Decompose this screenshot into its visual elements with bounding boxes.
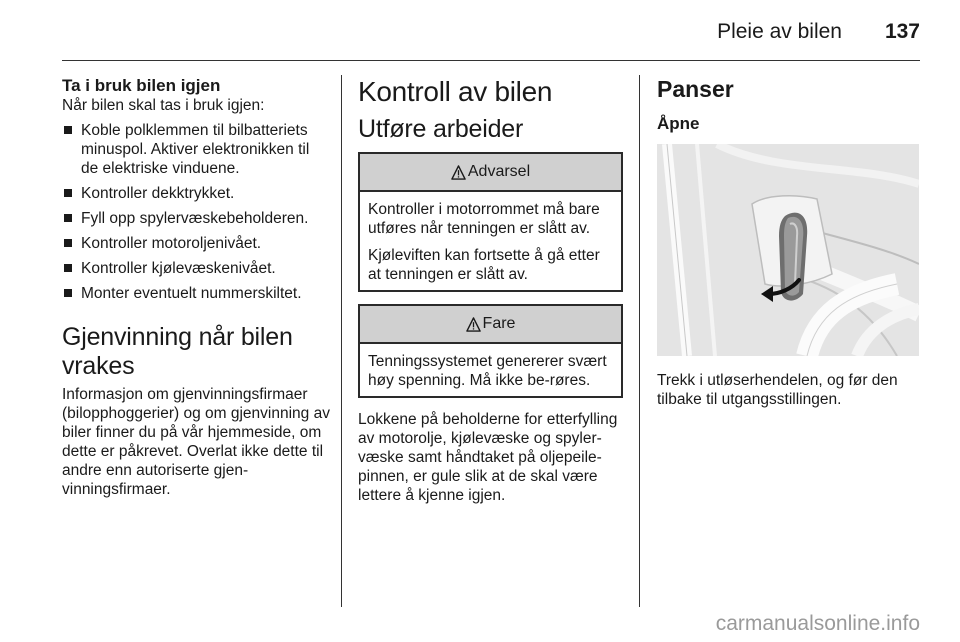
column-divider-1 (341, 75, 342, 607)
page-header (0, 0, 960, 60)
column-3 (657, 76, 919, 409)
hood-release-illustration (657, 144, 919, 356)
chapter-title: Kontroll av bilen (358, 76, 553, 107)
column-1 (62, 76, 330, 499)
list-item: Kontroller dekktrykket. (62, 184, 330, 203)
hood-release-lever-illustration (657, 144, 919, 356)
danger-text: Tenningssystemet genererer svært høy spenning. Må ikke be-røres. (368, 353, 607, 389)
column-divider-2 (639, 75, 640, 607)
section-title-recycling: Gjenvinning når bilen vrakes (62, 323, 293, 380)
section-title-hood: Panser (657, 76, 734, 102)
subtitle-open: Åpne (657, 114, 700, 133)
warning-text: Kontroller i motorrommet må bare utføres når tenningen er slått av. (368, 201, 600, 237)
warning-header (360, 154, 621, 192)
list-item: Kontroller kjølevæskenivået. (62, 259, 330, 278)
page-number: 137 (884, 20, 920, 43)
hood-caption: Trekk i utløserhendelen, og før den tilbake til utgangsstillingen. (657, 372, 898, 408)
list-item: Kontroller motoroljenivået. (62, 234, 330, 253)
watermark: carmanualsonline.info (715, 612, 920, 635)
intro-text: Når bilen skal tas i bruk igjen: (62, 97, 265, 114)
bullet-square-icon (64, 126, 72, 134)
danger-body (360, 344, 621, 396)
bullet-square-icon (64, 289, 72, 297)
warning-box (358, 152, 623, 292)
recycling-text: Informasjon om gjenvinningsfirmaer (bilopphoggerier) og om gjenvinning av biler finner du på vår hjemmeside, om dette er påkrevet. Overlat ikke dette til andre enn autoriserte gjen-vinningsfirmaer. (62, 386, 330, 498)
bullet-square-icon (64, 214, 72, 222)
column-2 (358, 76, 623, 505)
list-item: Koble polklemmen til bilbatteriets minuspol. Aktiver elektronikken til de elektriske vinduene. (62, 121, 330, 178)
warning-triangle-icon (451, 165, 466, 180)
bullet-list (62, 121, 330, 303)
note-text: Lokkene på beholderne for etterfylling av motorolje, kjølevæske og spyler-væske samt håndtaket på oljepeile-pinnen, er gule slik at de skal være lettere å kjenne igjen. (358, 411, 618, 504)
warning-label: Advarsel (467, 163, 531, 180)
list-item: Monter eventuelt nummerskiltet. (62, 284, 330, 303)
warning-body (360, 192, 621, 290)
bullet-square-icon (64, 264, 72, 272)
bullet-square-icon (64, 239, 72, 247)
list-item: Fyll opp spylervæskebeholderen. (62, 209, 330, 228)
warning-triangle-icon (466, 317, 481, 332)
subtitle-work: Utføre arbeider (358, 115, 524, 143)
danger-label: Fare (482, 315, 516, 332)
danger-header (360, 306, 621, 344)
header-rule (62, 60, 920, 61)
danger-box (358, 304, 623, 398)
warning-text: Kjøleviften kan fortsette å gå etter at tenningen er slått av. (368, 247, 600, 283)
bullet-square-icon (64, 189, 72, 197)
header-title: Pleie av bilen (717, 20, 842, 43)
heading-reuse: Ta i bruk bilen igjen (62, 76, 221, 95)
